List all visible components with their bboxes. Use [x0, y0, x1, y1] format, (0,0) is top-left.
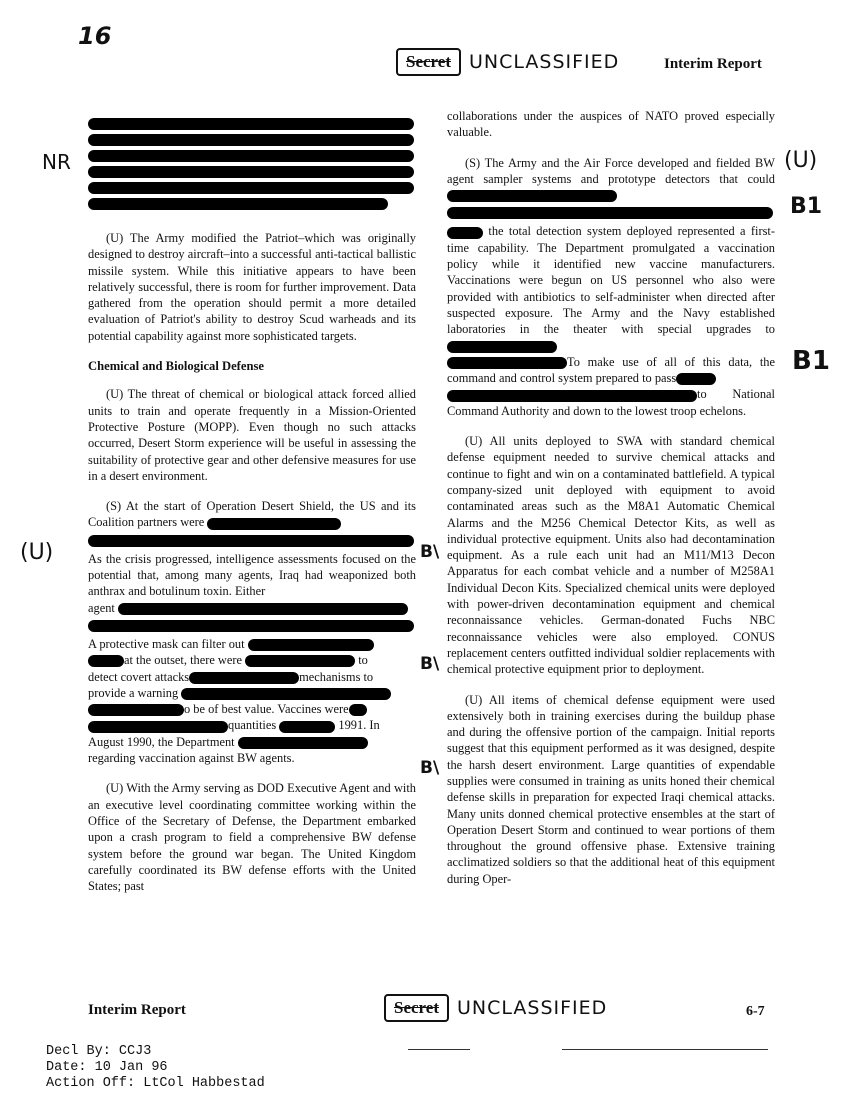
paragraph-desert-shield — [88, 498, 416, 766]
header-classification-stamp: UNCLASSIFIED — [469, 51, 620, 73]
sampler-line-4: to National Command Authority and down to the lowest troop echelons. — [447, 387, 775, 418]
shield-line-6b: mechanisms to — [299, 669, 374, 684]
footer-rule-2 — [562, 1049, 768, 1050]
header-classification — [396, 48, 619, 76]
shield-line-8: o be of best value. Vaccines were — [184, 702, 349, 717]
margin-note-u-right: (U) — [784, 148, 818, 173]
margin-note-b1-right-1: B1 — [790, 194, 823, 219]
shield-line-1: (S) At the start of Operation Desert Shield, the US and its Coalition partners were — [88, 499, 416, 530]
shield-line-2: As the crisis progressed, intelligence assessments focused on the potential that, among many agents, Iraq had weaponized both anthrax and botulinum toxin. Either — [88, 551, 416, 599]
decl-date: Date: 10 Jan 96 — [46, 1060, 168, 1075]
shield-line-7: provide a warning — [88, 685, 179, 700]
shield-line-9b: 1991. In — [338, 718, 380, 733]
shield-line-10: August 1990, the Department — [88, 734, 235, 749]
margin-note-u-left: (U) — [20, 540, 54, 565]
footer-rule-1 — [408, 1049, 470, 1050]
paragraph-swa: (U) All units deployed to SWA with standard chemical defense equipment needed to survive chemical attacks and continue to fight and win on a contaminated battlefield. A typical company-sized unit deployed with equipment to avoid contaminated areas such as the M8A1 Automatic Chemical Alarms and the M256 Chemical Detector Kits, as well as individual protective equipment. Units also had decontamination equipment. As a rule each unit had an M11/M13 Decon Apparatus for each combat vehicle and a number of M258A1 Individual Decon Kits. Specialized chemical units were deployed with power-driven decontamination equipment and chemical reconnaissance vehicles. German-donated Fuchs NBC reconnaissance vehicles were also employed. CONUS replacement centers outfitted individual soldier replacements with chemical protective equipment prior to deployment. — [447, 434, 775, 677]
paragraph-army-dod: (U) With the Army serving as DOD Executive Agent and with an executive level coordinating committee working within the Office of the Secretary of Defense, the Department embarked upon a crash program to field a comprehensive BW defense system before the ground war began. The United Kingdom carefully coordinated its BW defense efforts with the United States; past — [88, 781, 416, 894]
header-title: Interim Report — [664, 56, 762, 72]
paragraph-sampler — [447, 155, 775, 419]
shield-line-5: at the outset, there were — [124, 653, 243, 668]
header-classification-struck: Secret — [396, 48, 461, 76]
shield-line-4: A protective mask can filter out — [88, 636, 245, 651]
right-column — [447, 108, 775, 901]
heading-chemical-biological-defense: Chemical and Biological Defense — [88, 359, 264, 374]
margin-note-b-mid-1: B\ — [420, 542, 440, 562]
shield-line-5b: to — [358, 653, 368, 668]
footer-classification — [384, 994, 607, 1022]
sampler-line-3: To make use of all of this data, the command and control system prepared to pass — [447, 354, 775, 386]
declassification-block — [46, 1044, 265, 1092]
footer-title: Interim Report — [88, 1002, 186, 1018]
paragraph-patriot: (U) The Army modified the Patriot–which was originally designed to destroy aircraft–into a successful anti-tactical ballistic missile system. While this initiative appears to have been relatively successful, there is room for further improvement. Data gathered from the operation should permit a more detailed evaluation of Patriot's ability to destroy Scud warheads and its potential capability against more sophisticated targets. — [88, 231, 416, 343]
shield-line-9: quantities — [228, 718, 277, 733]
paragraph-items: (U) All items of chemical defense equipment were used extensively both in training exercises during the buildup phase and during the offensive portion of the campaign. Initial reports suggest that this equipment performed as it was designed, despite the harsh desert environment. Large quantities of expendable supplies were consumed in training as units honed their chemical defense skills in preparation for expected Iraqi chemical attacks. Many units donned chemical protective ensembles at the start of Operation Desert Storm and continued to wear portions of them throughout the ground offensive phase. Extensive training acclimatized soldiers so that the additional heat of this equipment during Oper- — [447, 692, 775, 886]
shield-line-11: regarding vaccination against BW agents. — [88, 751, 295, 766]
handwritten-page-mark: 16 — [78, 22, 112, 50]
margin-note-nr: NR — [42, 150, 71, 174]
decl-by: Decl By: CCJ3 — [46, 1044, 152, 1059]
sampler-line-1: (S) The Army and the Air Force developed and fielded BW agent sampler systems and prototype detectors that could — [447, 155, 775, 186]
shield-line-3: agent — [88, 600, 115, 615]
footer-classification-stamp: UNCLASSIFIED — [457, 997, 608, 1019]
shield-line-6: detect covert attacks — [88, 669, 190, 684]
margin-note-b-mid-3: B\ — [420, 758, 440, 778]
margin-note-b1-right-2: B1 — [792, 346, 830, 376]
margin-note-b-mid-2: B\ — [420, 654, 440, 674]
sampler-line-2: the total detection system deployed represented a first-time capability. The Department promulgated a vaccination policy while it identified new vaccine manufacturers. Vaccinations were begun on US personnel who also were provided with antibiotics to self-administer when directed after suspected exposure. The Army and the Navy established laboratories in the theater with special upgrades to — [447, 224, 775, 337]
footer-page-number: 6-7 — [746, 1004, 765, 1019]
left-column — [88, 108, 416, 908]
decl-action-officer: Action Off: LtCol Habbestad — [46, 1076, 265, 1091]
paragraph-nato: collaborations under the auspices of NATO proved especially valuable. — [447, 109, 775, 140]
redaction-block-top — [88, 108, 416, 210]
footer-classification-struck: Secret — [384, 994, 449, 1022]
paragraph-threat: (U) The threat of chemical or biological attack forced allied units to train and operate frequently in a Mission-Oriented Protective Posture (MOPP). Even though no such attacks occurred, Desert Storm experience will be useful in assessing the suitability of protective gear and other defensive measures for use in a desert environment. — [88, 387, 416, 483]
